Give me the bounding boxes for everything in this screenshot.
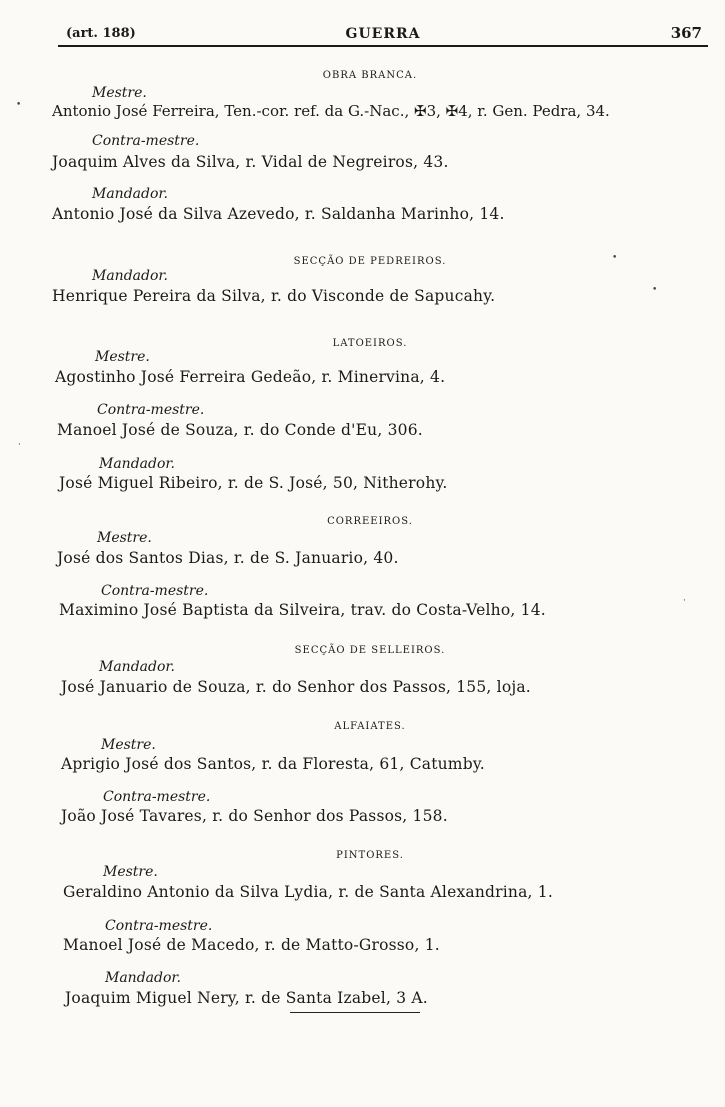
role-label: Mestre. — [101, 737, 156, 753]
scan-speck: · — [683, 596, 686, 606]
role-label: Mandador. — [92, 268, 169, 284]
entry-text: Geraldino Antonio da Silva Lydia, r. de Santa Alexandrina, 1. — [63, 883, 553, 901]
role-label: Mestre. — [103, 864, 158, 880]
role-label: Contra-mestre. — [103, 789, 211, 805]
scan-speck: • — [16, 100, 22, 110]
role-label: Contra-mestre. — [105, 918, 213, 934]
role-label: Contra-mestre. — [101, 583, 209, 599]
page-header — [60, 24, 706, 46]
role-label: Mandador. — [105, 970, 182, 986]
entry-text: José dos Santos Dias, r. de S. Januario, 40. — [57, 549, 399, 567]
entry-text: Antonio José Ferreira, Ten.-cor. ref. da G.-Nac., ✠3, ✠4, r. Gen. Pedra, 34. — [52, 102, 610, 120]
entry-text: João José Tavares, r. do Senhor dos Passos, 158. — [61, 807, 448, 825]
role-label: Mandador. — [99, 659, 176, 675]
section-heading: LATOEIROS. — [332, 338, 408, 349]
page-number: 367 — [670, 24, 702, 42]
section-heading: CORREEIROS. — [327, 516, 413, 527]
section-heading: SECÇÃO DE SELLEIROS. — [294, 645, 446, 656]
role-label: Contra-mestre. — [92, 133, 200, 149]
role-label: Mandador. — [99, 456, 176, 472]
handwritten-underline — [290, 1012, 420, 1013]
entry-text: Maximino José Baptista da Silveira, trav. do Costa-Velho, 14. — [59, 601, 546, 619]
entry-text: Aprigio José dos Santos, r. da Floresta, 61, Catumby. — [61, 755, 485, 773]
section-heading: SECÇÃO DE PEDREIROS. — [293, 256, 447, 267]
article-reference: (art. 188) — [66, 26, 136, 41]
role-label: Contra-mestre. — [97, 402, 205, 418]
page-title: GUERRA — [345, 26, 421, 42]
role-label: Mestre. — [92, 85, 147, 101]
entry-text: Henrique Pereira da Silva, r. do Visconde de Sapucahy. — [52, 287, 496, 305]
entry-text: Joaquim Miguel Nery, r. de Santa Izabel, 3 A. — [65, 989, 428, 1007]
entry-text: Antonio José da Silva Azevedo, r. Saldanha Marinho, 14. — [52, 205, 505, 223]
header-rule — [58, 45, 708, 47]
entry-text: José Miguel Ribeiro, r. de S. José, 50, Nitherohy. — [59, 474, 448, 492]
scan-speck: · — [18, 440, 21, 450]
section-heading: OBRA BRANCA. — [322, 70, 418, 81]
role-label: Mestre. — [95, 349, 150, 365]
role-label: Mestre. — [97, 530, 152, 546]
entry-text: Joaquim Alves da Silva, r. Vidal de Negreiros, 43. — [52, 153, 449, 171]
entry-text: Manoel José de Souza, r. do Conde d'Eu, 306. — [57, 421, 423, 439]
role-label: Mandador. — [92, 186, 169, 202]
section-heading: ALFAIATES. — [334, 721, 406, 732]
entry-text: José Januario de Souza, r. do Senhor dos Passos, 155, loja. — [61, 678, 531, 696]
scan-speck: • — [652, 285, 658, 295]
entry-text: Manoel José de Macedo, r. de Matto-Grosso, 1. — [63, 936, 440, 954]
section-heading: PINTORES. — [336, 850, 404, 861]
scan-speck: • — [612, 253, 618, 263]
entry-text: Agostinho José Ferreira Gedeão, r. Minervina, 4. — [55, 368, 446, 386]
